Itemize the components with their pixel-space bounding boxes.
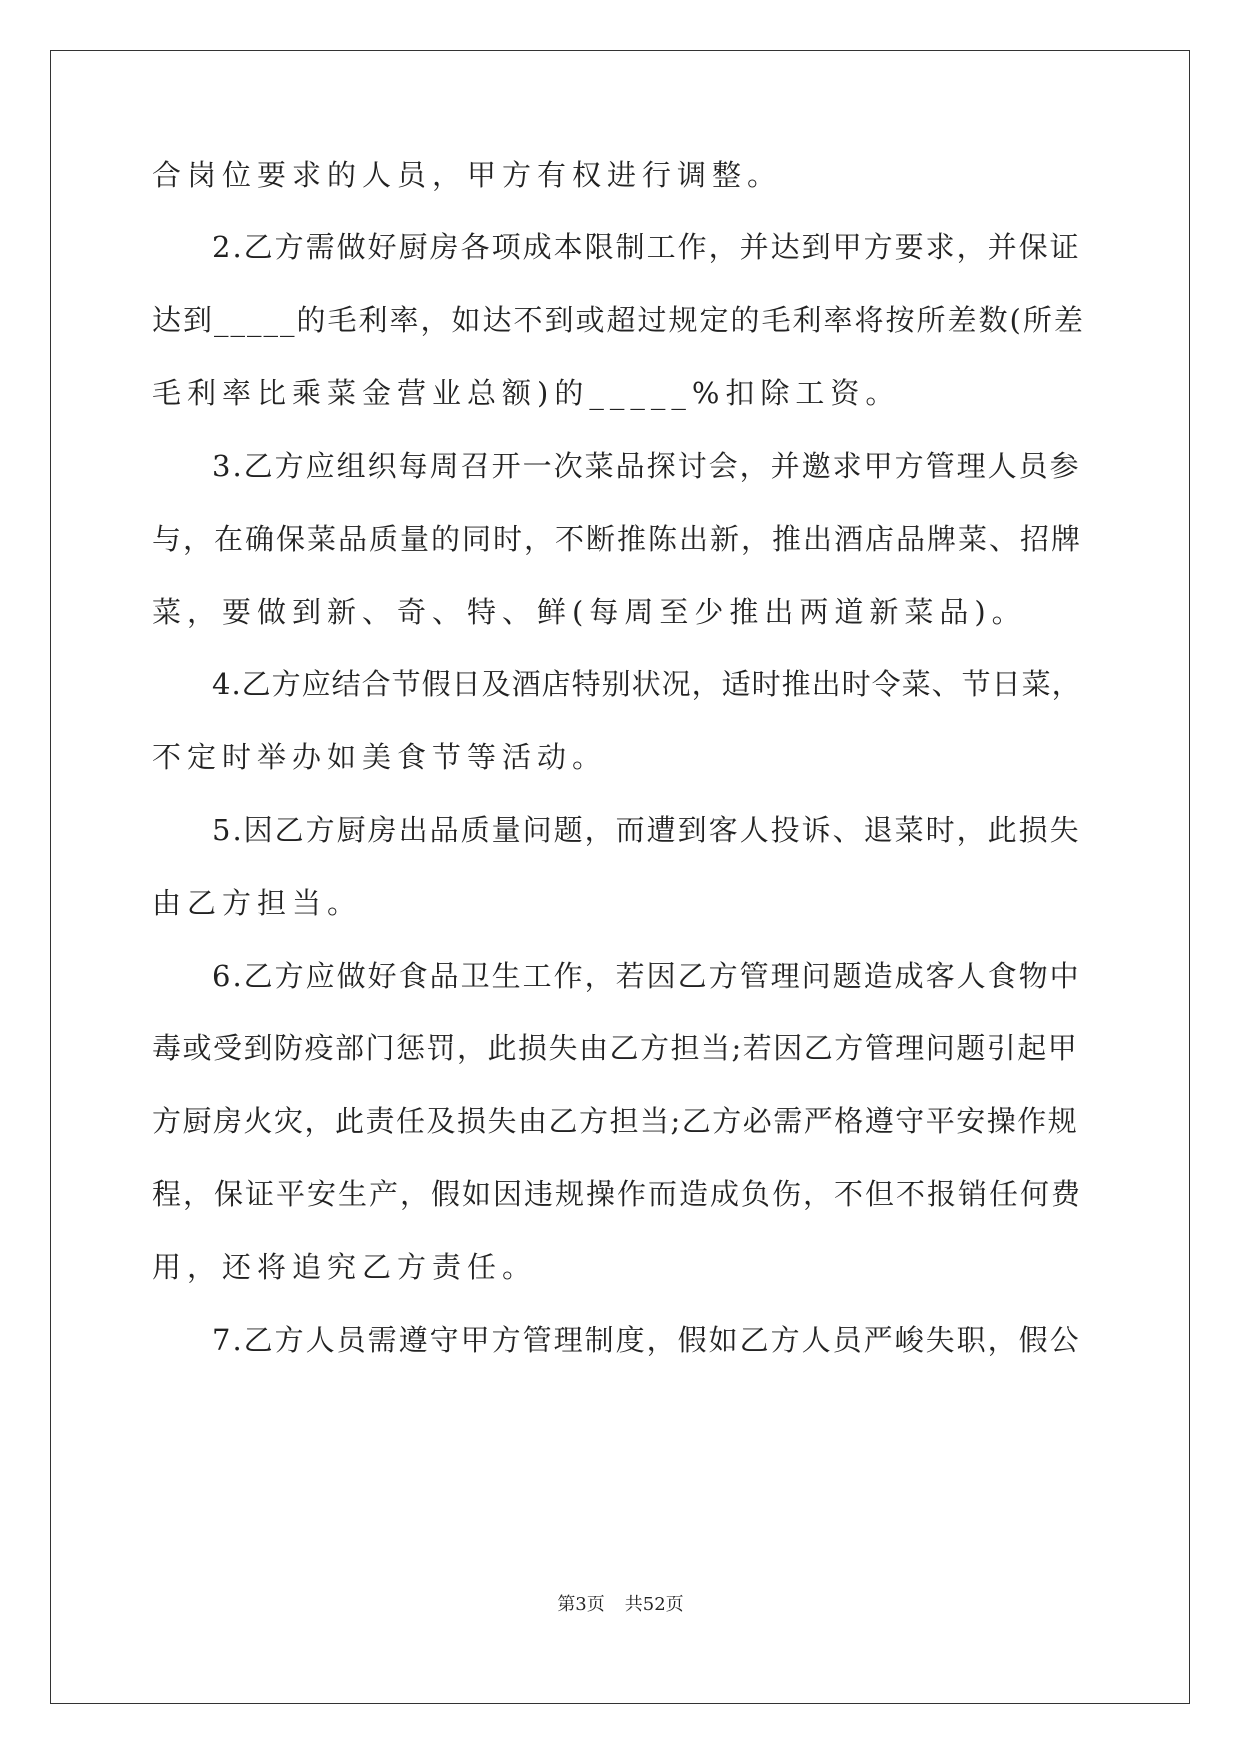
text-line: 毒或受到防疫部门惩罚，此损失由乙方担当;若因乙方管理问题引起甲 [152,1031,1079,1065]
text-line: 达到_____的毛利率，如达不到或超过规定的毛利率将按所差数(所差 [152,303,1085,337]
text-line: 2.乙方需做好厨房各项成本限制工作，并达到甲方要求，并保证 [212,230,1081,264]
text-line: 由乙方担当。 [152,886,363,920]
text-line: 3.乙方应组织每周召开一次菜品探讨会，并邀求甲方管理人员参 [212,449,1081,483]
page-number: 第3页 [557,1594,605,1615]
text-line: 7.乙方人员需遵守甲方管理制度，假如乙方人员严峻失职，假公 [212,1323,1081,1357]
text-line: 6.乙方应做好食品卫生工作，若因乙方管理问题造成客人食物中 [212,959,1081,993]
page-frame [50,50,1190,1704]
text-line: 方厨房火灾，此责任及损失由乙方担当;乙方必需严格遵守平安操作规 [152,1104,1079,1138]
text-line: 与，在确保菜品质量的同时，不断推陈出新，推出酒店品牌菜、招牌 [152,522,1083,556]
text-line: 菜，要做到新、奇、特、鲜(每周至少推出两道新菜品)。 [152,595,1027,629]
text-line: 5.因乙方厨房出品质量问题，而遭到客人投诉、退菜时，此损失 [212,813,1081,847]
text-line: 合岗位要求的人员，甲方有权进行调整。 [152,158,783,192]
text-line: 4.乙方应结合节假日及酒店特别状况，适时推出时令菜、节日菜， [212,667,1082,701]
text-line: 不定时举办如美食节等活动。 [152,740,608,774]
text-line: 用，还将追究乙方责任。 [152,1250,538,1284]
page-footer [0,1593,1241,1617]
page-total: 共52页 [624,1594,684,1615]
text-line: 毛利率比乘菜金营业总额)的_____%扣除工资。 [152,376,901,410]
text-line: 程，保证平安生产，假如因违规操作而造成负伤，不但不报销任何费 [152,1177,1083,1211]
